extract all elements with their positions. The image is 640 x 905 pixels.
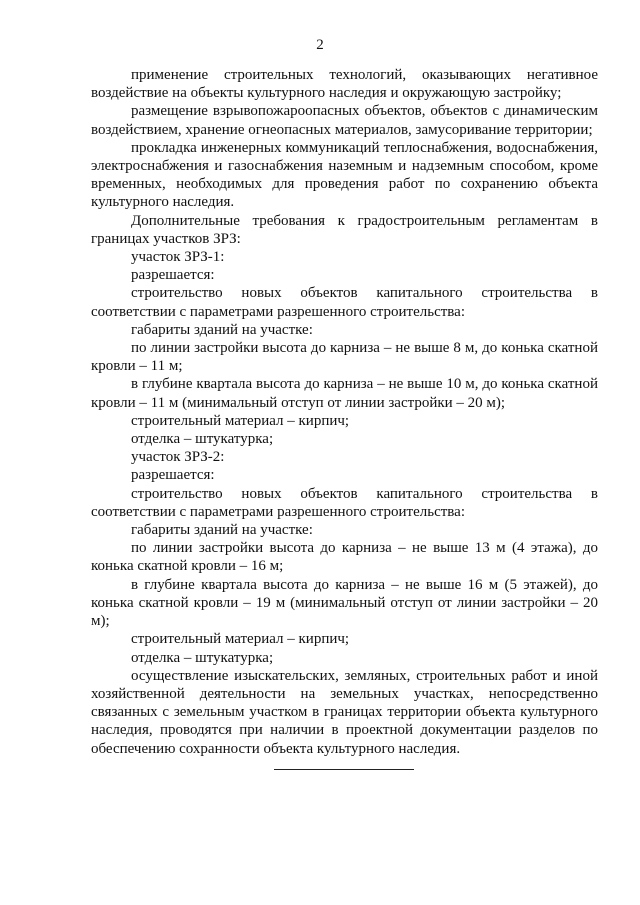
document-body [91, 66, 598, 758]
paragraph: по линии застройки высота до карниза – не выше 13 м (4 этажа), до конька скатной кровли – 16 м; [91, 540, 598, 575]
paragraph: строительство новых объектов капитального строительства в соответствии с параметрами разрешенного строительства: [91, 285, 598, 320]
paragraph: осуществление изыскательских, земляных, строительных работ и иной хозяйственной деятельности на земельных участках, непосредственно связанных с земельным участком в границах территории объекта культурного наследия, проводятся при наличии в проектной документации разделов по обеспечению сохранности объекта культурного наследия. [91, 667, 598, 757]
paragraph: применение строительных технологий, оказывающих негативное воздействие на объекты культурного наследия и окружающую застройку; [91, 67, 598, 102]
paragraph: габариты зданий на участке: [131, 522, 313, 539]
paragraph: в глубине квартала высота до карниза – не выше 10 м, до конька скатной кровли – 11 м (минимальный отступ от линии застройки – 20 м); [91, 376, 598, 411]
page-number: 2 [316, 37, 324, 53]
paragraph: отделка – штукатурка; [131, 649, 274, 666]
paragraph: размещение взрывопожароопасных объектов, объектов с динамическим воздействием, хранение огнеопасных материалов, замусоривание территории; [91, 103, 598, 138]
paragraph: отделка – штукатурка; [131, 431, 274, 448]
paragraph: разрешается: [131, 267, 215, 284]
paragraph: в глубине квартала высота до карниза – не выше 16 м (5 этажей), до конька скатной кровли – 19 м (минимальный отступ от линии застройки – 20 м); [91, 576, 598, 630]
paragraph: разрешается: [131, 467, 215, 484]
separator-line [274, 769, 414, 770]
paragraph: строительный материал – кирпич; [131, 631, 350, 648]
paragraph: участок ЗРЗ-1: [131, 249, 225, 266]
paragraph: Дополнительные требования к градостроительным регламентам в границах участков ЗРЗ: [91, 212, 598, 247]
paragraph: по линии застройки высота до карниза – не выше 8 м, до конька скатной кровли – 11 м; [91, 340, 598, 375]
paragraph: габариты зданий на участке: [131, 321, 313, 338]
paragraph: прокладка инженерных коммуникаций теплоснабжения, водоснабжения, электроснабжения и газоснабжения наземным и надземным способом, кроме временных, необходимых для проведения работ по сохранению объекта культурного наследия. [91, 139, 598, 211]
paragraph: строительство новых объектов капитального строительства в соответствии с параметрами разрешенного строительства: [91, 485, 598, 520]
paragraph: строительный материал – кирпич; [131, 412, 350, 429]
paragraph: участок ЗРЗ-2: [131, 449, 225, 466]
